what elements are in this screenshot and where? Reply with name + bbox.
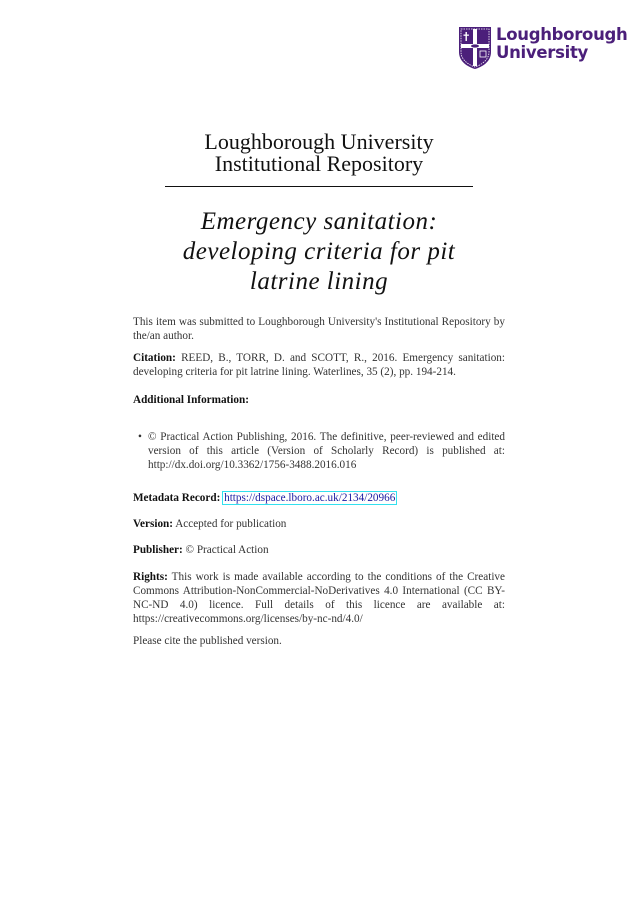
repository-title: [0, 131, 638, 175]
bullet-icon: •: [138, 431, 142, 443]
metadata-record: [133, 491, 505, 505]
logo-name-line1: Loughborough: [496, 25, 628, 44]
document-title-line1: Emergency sanitation:: [200, 208, 438, 235]
additional-info-text: Practical Action Publishing, 2016. The definitive, peer-reviewed and edited version of this article (Version of Scholarly Record) is published at: http://dx.doi.org/10.3362/1756-3488.2016.016: [148, 431, 505, 471]
publisher-label: Publisher:: [133, 544, 183, 556]
cite-note: Please cite the published version.: [133, 635, 282, 647]
copyright-icon: ©: [148, 431, 157, 443]
publisher-text: © Practical Action: [185, 544, 269, 556]
repository-title-line2: Institutional Repository: [214, 151, 424, 176]
repository-title-line1: Loughborough University: [204, 129, 434, 154]
publisher-line: [133, 543, 505, 557]
additional-info-label: Additional Information:: [133, 394, 249, 406]
document-title: [0, 207, 638, 297]
metadata-record-link[interactable]: https://dspace.lboro.ac.uk/2134/20966: [224, 492, 396, 504]
rights-label: Rights:: [133, 571, 168, 583]
rights-text: This work is made available according to the conditions of the Creative Commons Attribution-NonCommercial-NoDerivatives 4.0 International (CC BY-NC-ND 4.0) licence. Full details of this licence are available at: https://creativecommons.org/licenses/by-nc-nd/4.0/: [133, 571, 505, 625]
version-line: [133, 517, 505, 531]
university-logo: [458, 26, 627, 70]
university-logo-text: [496, 26, 627, 62]
document-title-line3: latrine lining: [249, 268, 389, 295]
additional-info-heading: [133, 393, 505, 407]
logo-name-line2: University: [496, 43, 589, 62]
citation-paragraph: [133, 351, 505, 379]
version-text: Accepted for publication: [175, 518, 287, 530]
document-title-line2: developing criteria for pit: [182, 238, 456, 265]
citation-label: Citation:: [133, 352, 176, 364]
version-label: Version:: [133, 518, 173, 530]
title-divider: [165, 186, 473, 187]
intro-paragraph: This item was submitted to Loughborough University's Institutional Repository by the/an author.: [133, 316, 505, 342]
university-shield-icon: [458, 26, 492, 70]
citation-text: REED, B., TORR, D. and SCOTT, R., 2016. Emergency sanitation: developing criteria for pit latrine lining. Waterlines, 35 (2), pp. 194-214.: [133, 352, 505, 378]
rights-paragraph: [133, 570, 505, 626]
additional-info-item: [138, 430, 505, 472]
metadata-label: Metadata Record:: [133, 492, 221, 504]
